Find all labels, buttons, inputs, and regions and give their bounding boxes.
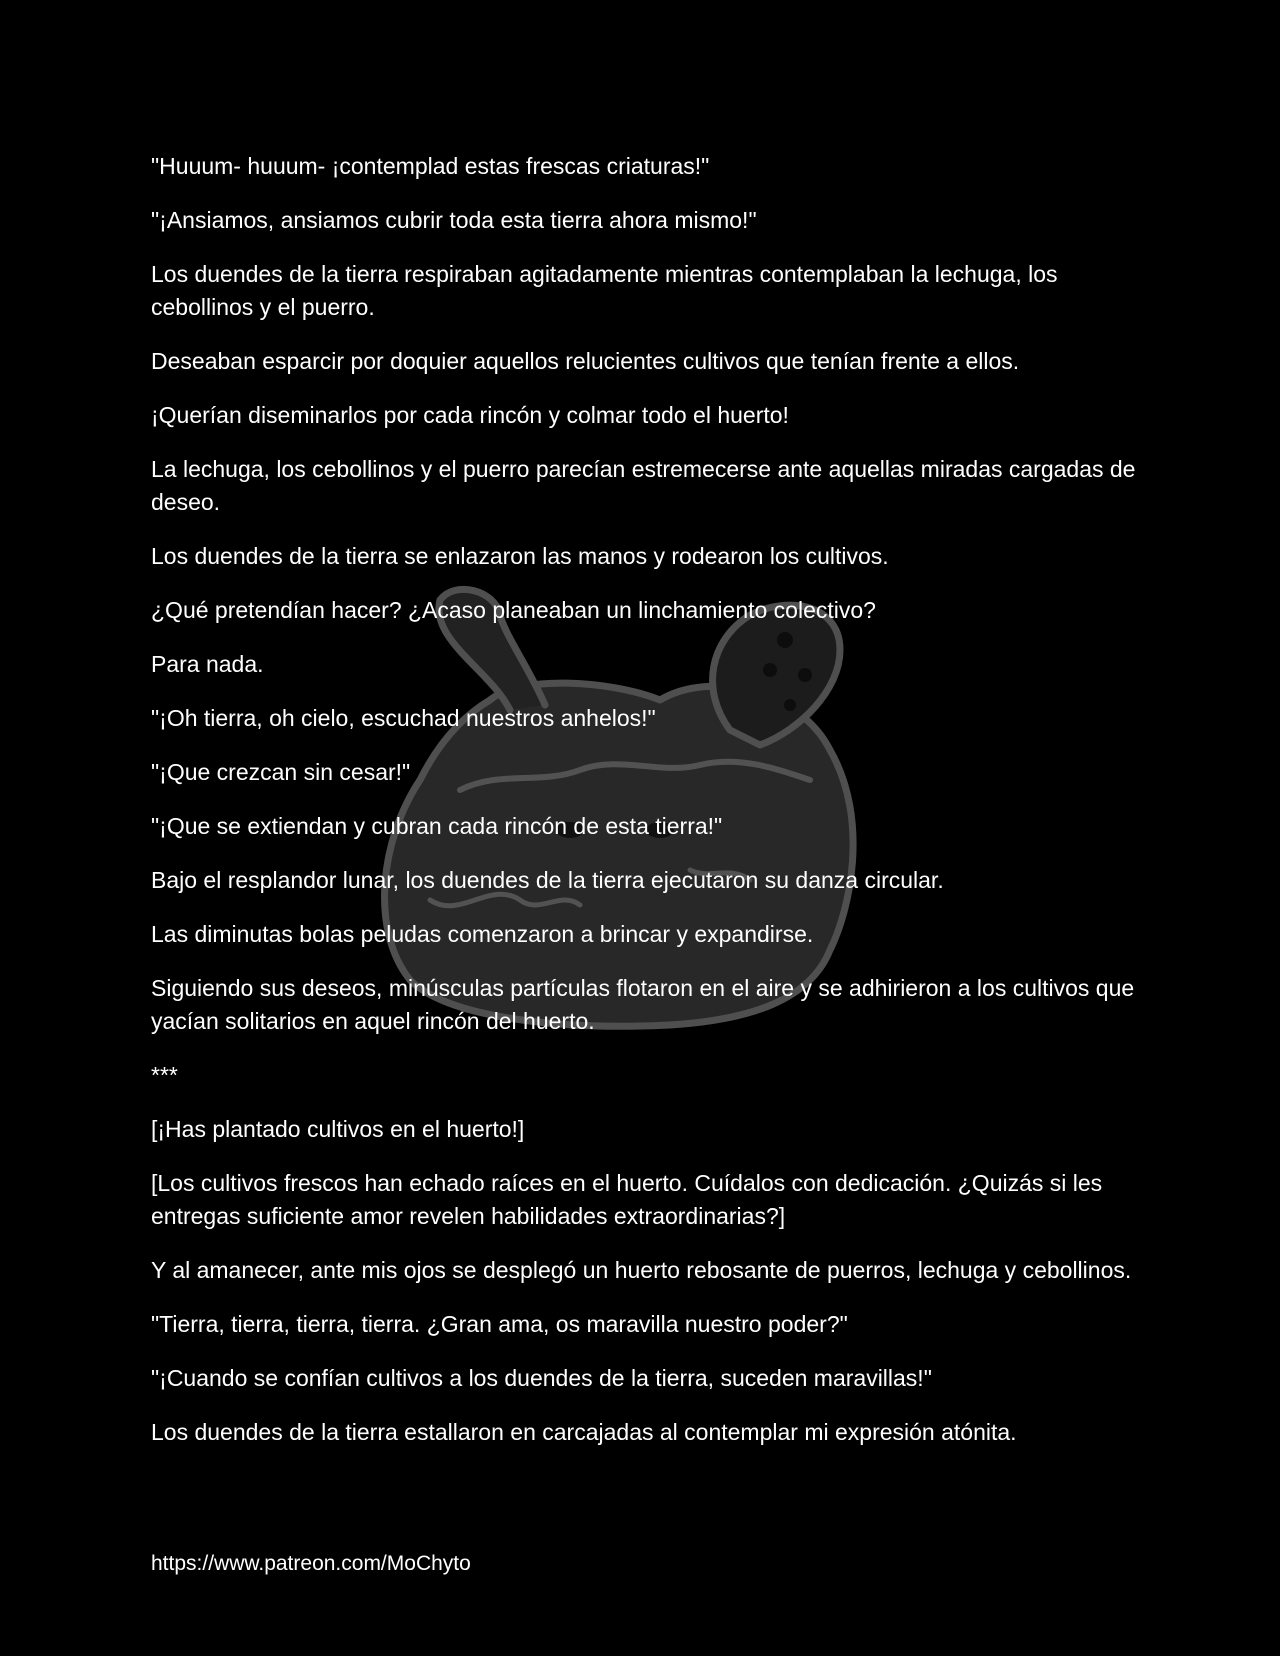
paragraph: Deseaban esparcir por doquier aquellos relucientes cultivos que tenían frente a ellos. xyxy=(151,348,1020,374)
paragraph: ¿Qué pretendían hacer? ¿Acaso planeaban un linchamiento colectivo? xyxy=(151,597,876,623)
paragraph: Los duendes de la tierra estallaron en carcajadas al contemplar mi expresión atónita. xyxy=(151,1419,1017,1445)
paragraph: Y al amanecer, ante mis ojos se desplegó un huerto rebosante de puerros, lechuga y cebollinos. xyxy=(151,1257,1132,1283)
paragraph: Para nada. xyxy=(151,651,264,677)
paragraph: Los duendes de la tierra se enlazaron las manos y rodearon los cultivos. xyxy=(151,543,889,569)
paragraph: "Tierra, tierra, tierra, tierra. ¿Gran ama, os maravilla nuestro poder?" xyxy=(151,1311,848,1337)
paragraph: "¡Ansiamos, ansiamos cubrir toda esta tierra ahora mismo!" xyxy=(151,207,757,233)
paragraph: Siguiendo sus deseos, minúsculas partículas flotaron en el aire y se adhirieron a los cultivos que yacían solitarios en aquel rincón del huerto. xyxy=(151,975,1135,1034)
system-message: [Los cultivos frescos han echado raíces en el huerto. Cuídalos con dedicación. ¿Quizás si les entregas suficiente amor revelen habilidades extraordinarias?] xyxy=(151,1170,1103,1229)
paragraph: ¡Querían diseminarlos por cada rincón y colmar todo el huerto! xyxy=(151,402,789,428)
paragraph: "Huuum- huuum- ¡contemplad estas frescas criaturas!" xyxy=(151,153,710,179)
paragraph: Los duendes de la tierra respiraban agitadamente mientras contemplaban la lechuga, los cebollinos y el puerro. xyxy=(151,261,1058,320)
patreon-link[interactable]: https://www.patreon.com/MoChyto xyxy=(151,1552,471,1575)
paragraph: "¡Que crezcan sin cesar!" xyxy=(151,759,411,785)
story-text xyxy=(151,150,1141,1470)
paragraph: La lechuga, los cebollinos y el puerro parecían estremecerse ante aquellas miradas cargadas de deseo. xyxy=(151,456,1136,515)
paragraph: "¡Cuando se confían cultivos a los duendes de la tierra, suceden maravillas!" xyxy=(151,1365,932,1391)
paragraph: "¡Que se extiendan y cubran cada rincón de esta tierra!" xyxy=(151,813,723,839)
system-message: [¡Has plantado cultivos en el huerto!] xyxy=(151,1116,525,1142)
paragraph: Bajo el resplandor lunar, los duendes de la tierra ejecutaron su danza circular. xyxy=(151,867,944,893)
paragraph: "¡Oh tierra, oh cielo, escuchad nuestros anhelos!" xyxy=(151,705,656,731)
scene-break: *** xyxy=(151,1062,178,1088)
paragraph: Las diminutas bolas peludas comenzaron a brincar y expandirse. xyxy=(151,921,814,947)
